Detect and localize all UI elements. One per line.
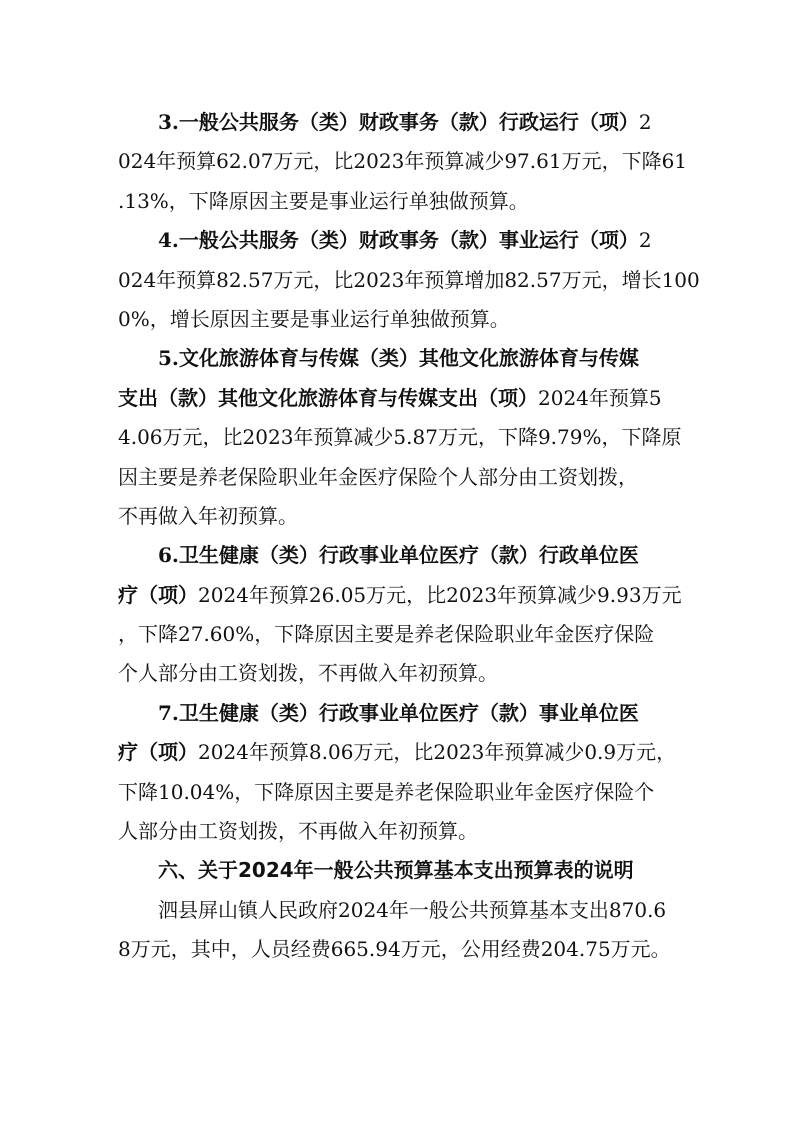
- paragraph-3-heading: 3.一般公共服务（类）财政事务（款）行政运行（项）: [158, 110, 639, 134]
- paragraph-5-heading-line-1: 5.文化旅游体育与传媒（类）其他文化旅游体育与传媒: [158, 346, 639, 371]
- paragraph-6-line-2-tail: 2024年预算26.05万元，比2023年预算减少9.93万元: [198, 582, 682, 607]
- section-6-line-1: 泗县屏山镇人民政府2024年一般公共预算基本支出870.6: [158, 897, 667, 922]
- paragraph-4-line-3: 0%，增长原因主要是事业运行单独做预算。: [118, 306, 510, 331]
- paragraph-6-heading-line-2: 疗（项）: [118, 582, 198, 607]
- paragraph-3-line-1: [118, 103, 678, 142]
- paragraph-3-line-3: .13%，下降原因主要是事业运行单独做预算。: [118, 188, 529, 213]
- section-6-line-2: 8万元，其中，人员经费665.94万元，公用经费204.75万元。: [118, 937, 671, 962]
- paragraph-5-line-2-tail: 2024年预算5: [538, 385, 662, 410]
- paragraph-6-line-2: [118, 576, 682, 615]
- paragraph-7-line-2-tail: 2024年预算8.06万元，比2023年预算减少0.9万元，: [198, 740, 677, 765]
- section-6-title: 六、关于2024年一般公共预算基本支出预算表的说明: [158, 858, 634, 883]
- paragraph-6-heading-line-1: 6.卫生健康（类）行政事业单位医疗（款）行政单位医: [158, 543, 639, 568]
- paragraph-5-line-4: 因主要是养老保险职业年金医疗保险个人部分由工资划拨，: [118, 464, 638, 489]
- paragraph-4-line-1: [118, 221, 678, 260]
- paragraph-7-line-3: 下降10.04%，下降原因主要是养老保险职业年金医疗保险个: [118, 779, 655, 804]
- paragraph-4-heading: 4.一般公共服务（类）财政事务（款）事业运行（项）: [158, 228, 639, 253]
- paragraph-7-line-4: 人部分由工资划拨，不再做入年初预算。: [118, 819, 478, 844]
- paragraph-7-heading-line-2: 疗（项）: [118, 740, 198, 765]
- paragraph-6-line-4: 个人部分由工资划拨，不再做入年初预算。: [118, 661, 498, 686]
- paragraph-7-heading-line-1: 7.卫生健康（类）行政事业单位医疗（款）事业单位医: [158, 700, 639, 725]
- paragraph-4-line-1-tail: 2: [638, 228, 652, 253]
- paragraph-4-line-2: 024年预算82.57万元，比2023年预算增加82.57万元，增长100: [118, 267, 700, 292]
- paragraph-5-line-3: 4.06万元，比2023年预算减少5.87万元，下降9.79%，下降原: [118, 425, 682, 450]
- paragraph-6-line-3: ，下降27.60%，下降原因主要是养老保险职业年金医疗保险: [118, 622, 655, 647]
- document-body: [118, 103, 700, 970]
- paragraph-7-line-2: [118, 733, 678, 772]
- paragraph-5-heading-line-2: 支出（款）其他文化旅游体育与传媒支出（项）: [118, 385, 538, 410]
- paragraph-3-line-2: 024年预算62.07万元，比2023年预算减少97.61万元，下降61: [118, 149, 688, 174]
- paragraph-5-line-2: [118, 379, 678, 418]
- paragraph-3-line-1-tail: 2: [638, 110, 652, 134]
- paragraph-5-line-5: 不再做入年初预算。: [118, 503, 298, 528]
